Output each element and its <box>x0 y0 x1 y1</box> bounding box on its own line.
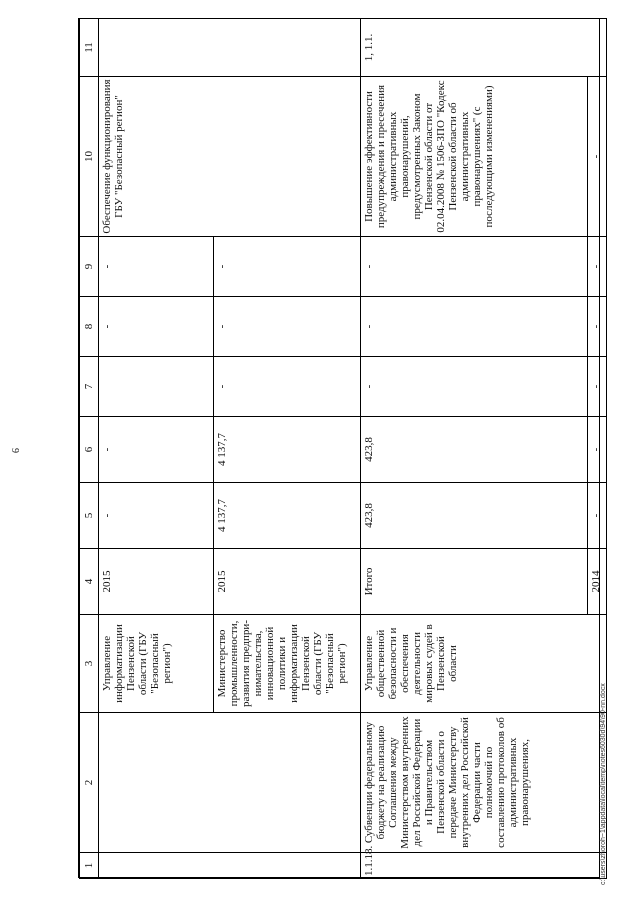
row-number-cell <box>99 853 361 879</box>
header-cell: 1 <box>80 853 99 879</box>
value-cell: - <box>361 357 588 417</box>
executor-cell: Управление общественной безопасности и обеспечения деятельности мировых судей в Пензенской области <box>361 615 607 713</box>
value-cell: - <box>361 297 588 357</box>
goal-cell: Обеспечение функционирования ГБУ "Безопасный регион" <box>99 77 361 237</box>
header-cell: 11 <box>80 19 99 77</box>
value-cell: - <box>588 357 607 417</box>
value-cell <box>99 357 214 417</box>
value-cell: - <box>99 237 214 297</box>
header-cell: 9 <box>80 237 99 297</box>
table-row <box>99 19 214 879</box>
header-cell: 2 <box>80 713 99 853</box>
year-cell: 2015 <box>99 549 214 615</box>
value-cell: - <box>214 237 361 297</box>
code-cell: 1, 1.1. <box>361 19 607 77</box>
year-cell: Итого <box>361 549 588 615</box>
executor-cell: Управление информатизации Пензенской области (ГБУ "Безопасный регион") <box>99 615 214 713</box>
event-name-cell: Субвенции федеральному бюджету на реализацию Соглашения между Министерством внутренних дел Российской Федерации и Правительством Пензенской области о передаче Министерству внутренних дел Российской Федерации части полномочий по составлению протоколов об административных правонарушениях, <box>361 713 607 853</box>
value-cell: 4 137,7 <box>214 417 361 483</box>
goal-cell: - <box>588 77 607 237</box>
header-cell: 4 <box>80 549 99 615</box>
value-cell: - <box>588 417 607 483</box>
value-cell: - <box>361 237 588 297</box>
header-cell: 6 <box>80 417 99 483</box>
page-number: 9 <box>9 448 20 453</box>
rotated-table-wrapper <box>79 19 601 879</box>
value-cell: - <box>588 237 607 297</box>
header-cell: 3 <box>80 615 99 713</box>
header-cell: 7 <box>80 357 99 417</box>
budget-table <box>79 18 607 879</box>
year-cell: 2014 <box>588 549 607 615</box>
value-cell: - <box>99 483 214 549</box>
header-cell: 10 <box>80 77 99 237</box>
value-cell: - <box>99 297 214 357</box>
value-cell: - <box>99 417 214 483</box>
row-number-cell: 1.1.18. <box>361 853 607 879</box>
value-cell: - <box>214 357 361 417</box>
value-cell: 4 137,7 <box>214 483 361 549</box>
code-cell <box>99 19 361 77</box>
value-cell: - <box>588 297 607 357</box>
event-name-cell <box>99 713 361 853</box>
table-frame <box>78 18 600 878</box>
table-row <box>361 19 588 879</box>
year-cell: 2015 <box>214 549 361 615</box>
header-cell: 8 <box>80 297 99 357</box>
goal-cell: Повышение эффективности предупреждения и пресечения административных правонарушений, предусмотренных Законом Пензенской области от 02.04.2008 № 1506-ЗПО "Кодекс Пензенской области об административных правонарушениях" (с последующими изменениями) <box>361 77 588 237</box>
header-cell: 5 <box>80 483 99 549</box>
value-cell: 423,8 <box>361 483 588 549</box>
file-path-footer: c:\users\zhoroh~1\appdata\local\temp\notes6030d\94\90-nn.docx <box>600 683 607 885</box>
value-cell: - <box>588 483 607 549</box>
value-cell: 423,8 <box>361 417 588 483</box>
value-cell: - <box>214 297 361 357</box>
header-row <box>80 19 99 879</box>
executor-cell: Министерство промышленности, развития предпри-нимательства, инновационной политики и информатизации Пензенской области (ГБУ "Безопасный регион") <box>214 615 361 713</box>
